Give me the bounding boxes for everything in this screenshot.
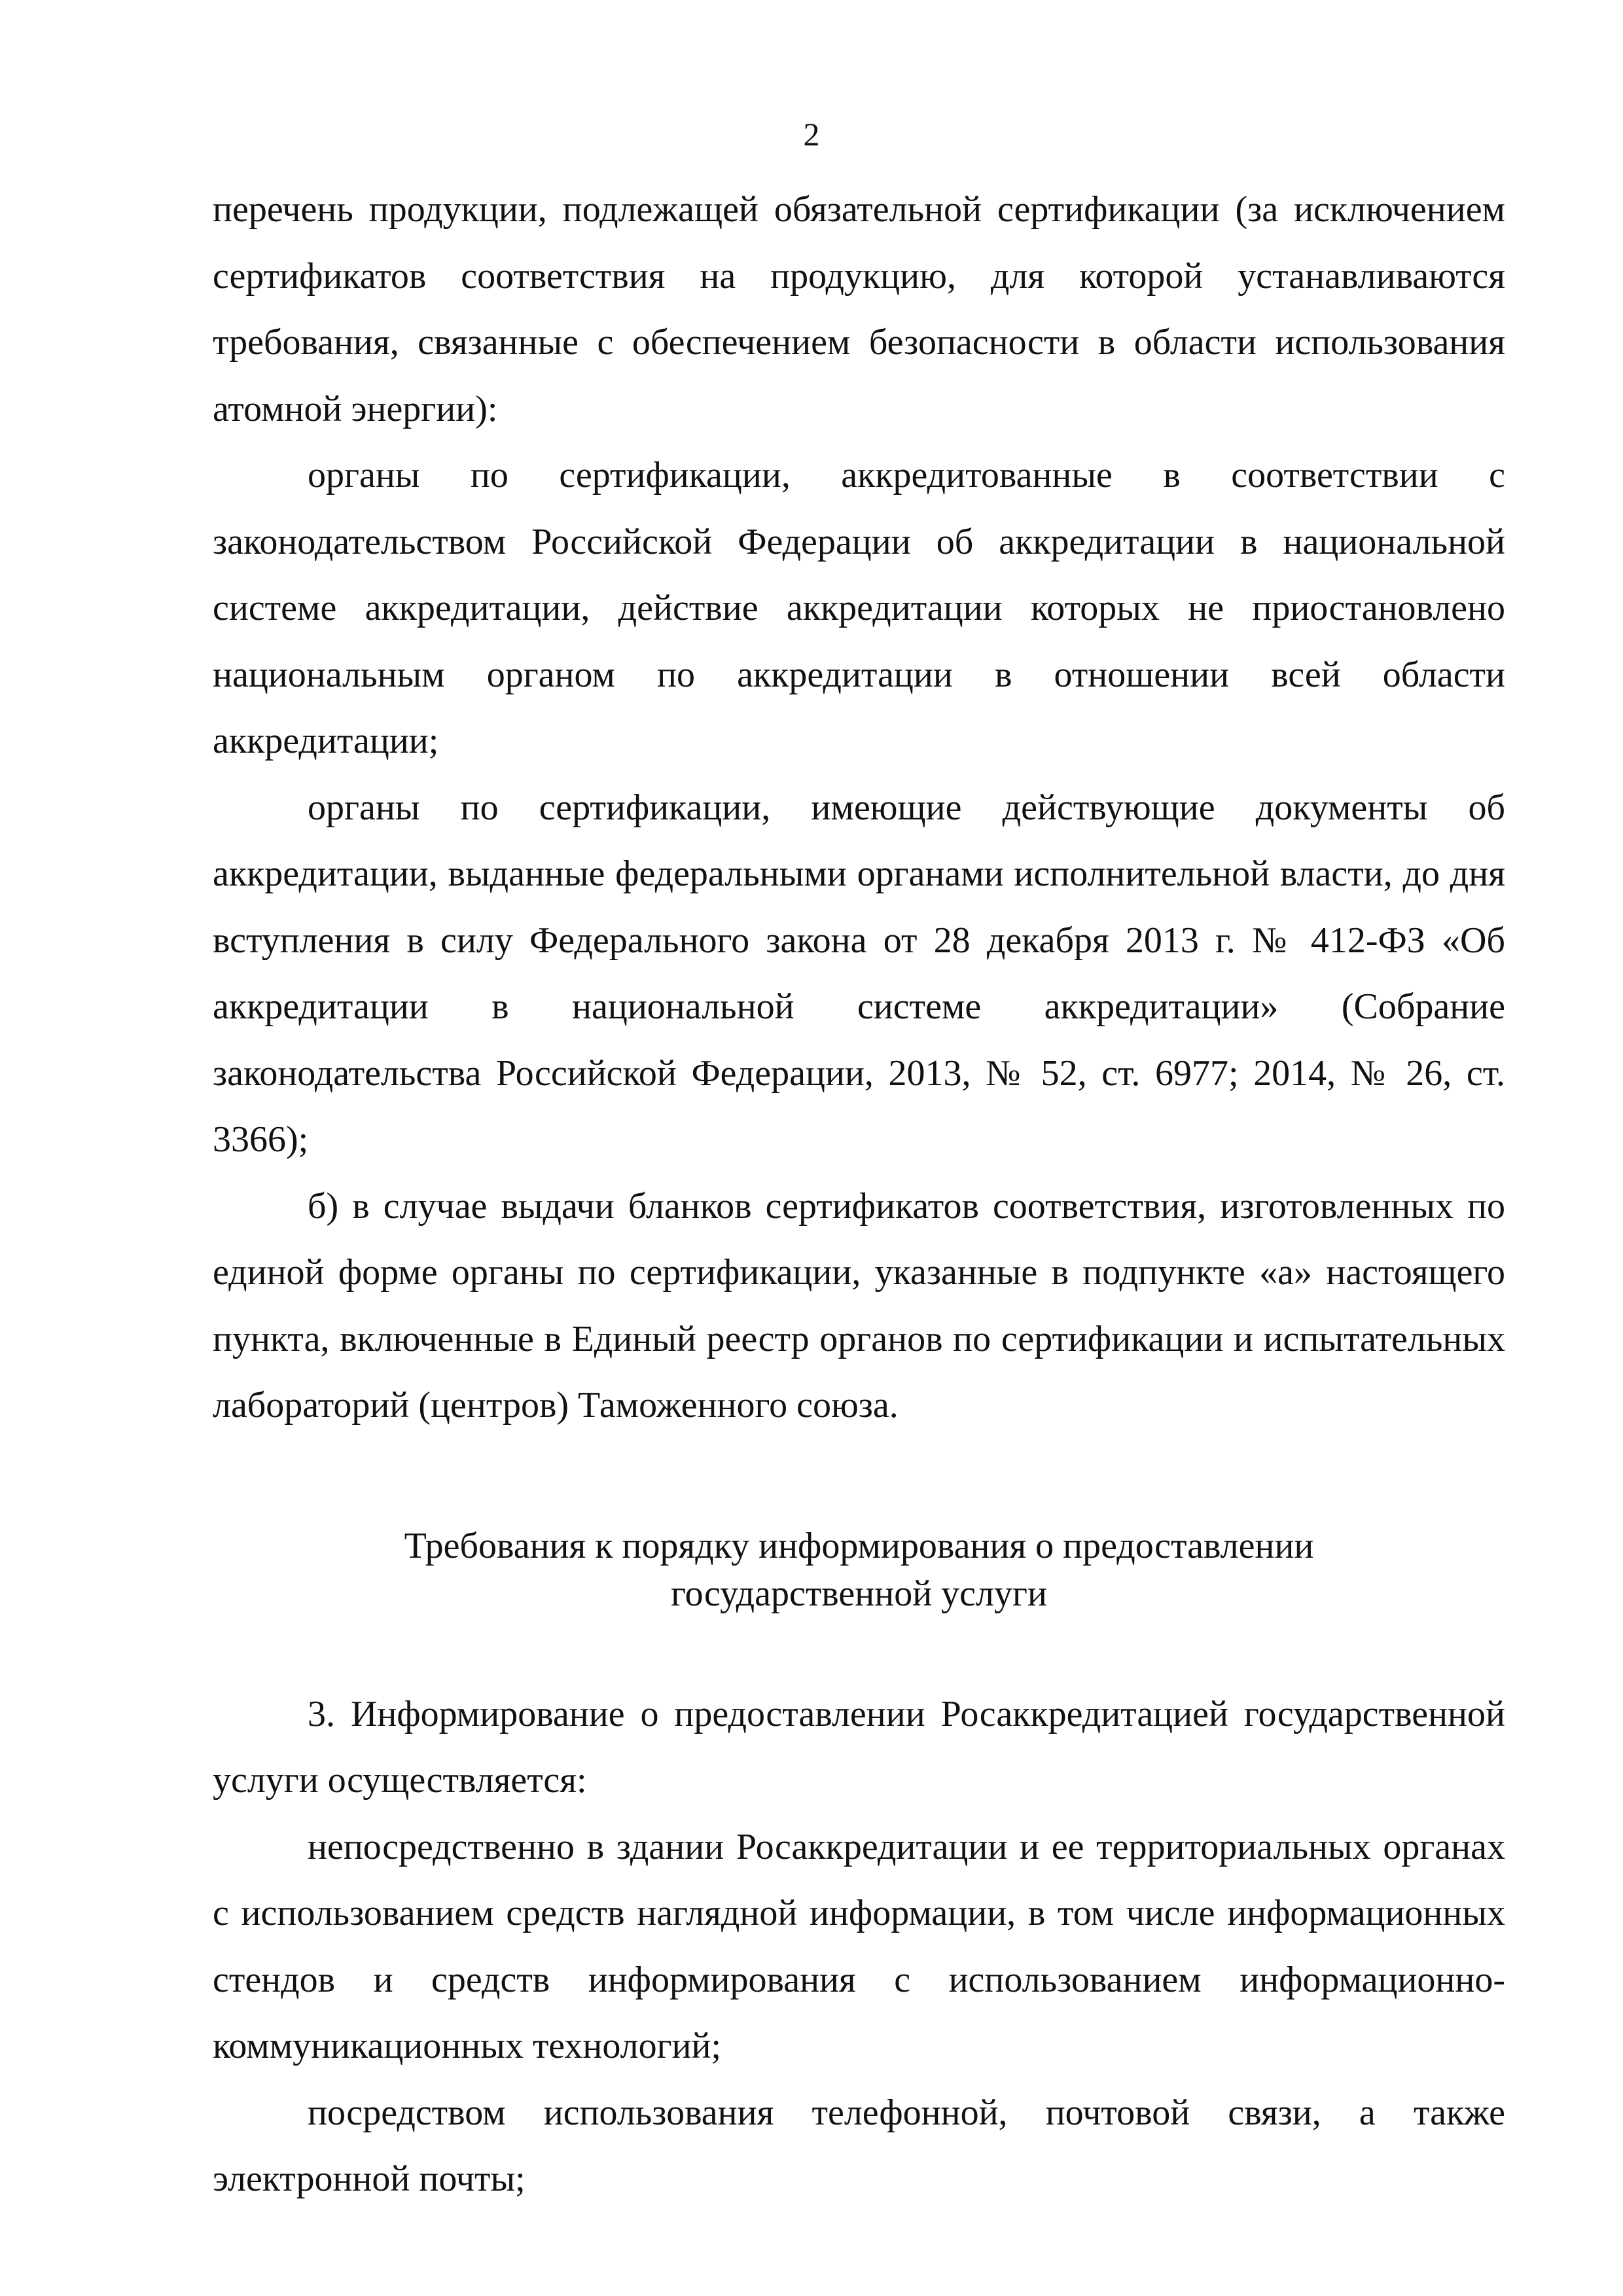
paragraph-in-building: непосредственно в здании Росаккредитации и ее территориальных органах с использованием средств наглядной информации, в том числе информационных стендов и средств информирования с использованием информационно-коммуникационных технологий; — [213, 1826, 1505, 2066]
paragraph-item-b: б) в случае выдачи бланков сертификатов соответствия, изготовленных по единой форме органы по сертификации, указанные в подпункте «а» настоящего пункта, включенные в Единый реестр органов по сертификации и испытательных лабораторий (центров) Таможенного союза. — [213, 1185, 1505, 1426]
paragraph-product-list: перечень продукции, подлежащей обязательной сертификации (за исключением сертификатов соответствия на продукцию, для которой устанавливаются требования, связанные с обеспечением безопасности в области использования атомной энергии): — [213, 189, 1505, 429]
page-number: 2 — [803, 116, 820, 152]
section-heading-line-1: Требования к порядку информирования о предоставлении — [404, 1525, 1314, 1566]
paragraph-accredited-bodies: органы по сертификации, аккредитованные в соответствии с законодательством Российской Федерации об аккредитации в национальной системе аккредитации, действие аккредитации которых не приостановлено национальным органом по аккредитации в отношении всей области аккредитации; — [213, 455, 1505, 761]
document-body — [213, 177, 1505, 2213]
section-heading-line-2: государственной услуги — [671, 1573, 1047, 1614]
paragraph-bodies-with-documents: органы по сертификации, имеющие действующие документы об аккредитации, выданные федеральными органами исполнительной власти, до дня вступления в силу Федерального закона от 28 декабря 2013 г. № 412-ФЗ «Об аккредитации в национальной системе аккредитации» (Собрание законодательства Российской Федерации, 2013, № 52, ст. 6977; 2014, № 26, ст. 3366); — [213, 787, 1505, 1160]
paragraph-by-phone-mail: посредством использования телефонной, почтовой связи, а также электронной почты; — [213, 2092, 1505, 2199]
paragraph-clause-3: 3. Информирование о предоставлении Росаккредитацией государственной услуги осуществляется: — [213, 1693, 1505, 1801]
section-heading — [213, 1522, 1505, 1618]
